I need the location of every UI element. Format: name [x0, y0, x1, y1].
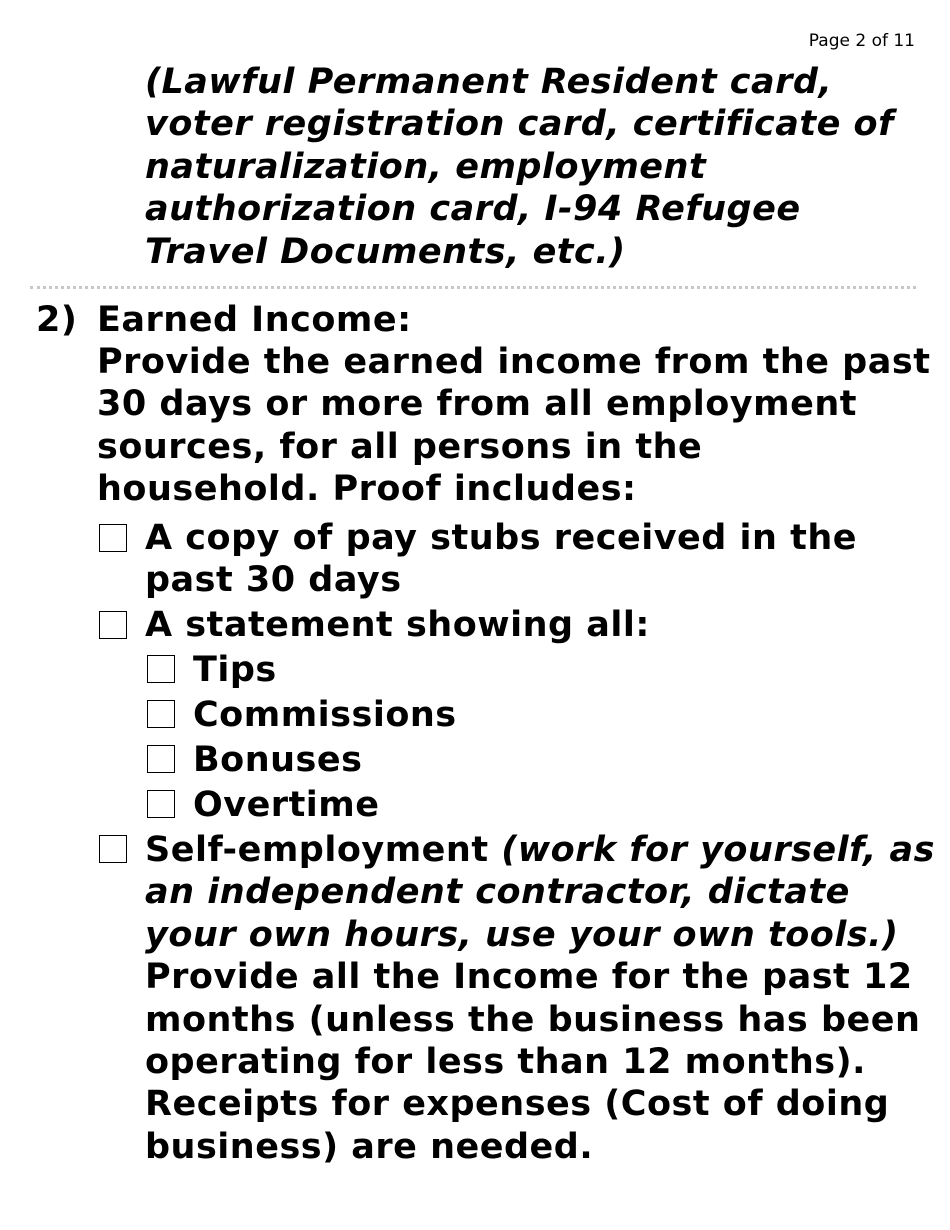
- pay-stubs-checkbox[interactable]: [99, 524, 127, 552]
- tips-label: Tips: [193, 650, 277, 690]
- self-employment-explanation: (work for yourself, as an independent contractor, dictate your own hours, use your own tools.): [145, 830, 935, 955]
- page-number: Page 2 of 11: [808, 31, 915, 51]
- self-employment-text: [145, 829, 935, 1168]
- bonuses-checkbox[interactable]: [147, 745, 175, 773]
- overtime-label: Overtime: [193, 785, 380, 825]
- section-heading: Earned Income:: [97, 300, 412, 340]
- section-number: 2): [36, 300, 78, 340]
- section-divider: [30, 286, 916, 289]
- commissions-label: Commissions: [193, 695, 457, 735]
- bonuses-label: Bonuses: [193, 740, 363, 780]
- overtime-checkbox[interactable]: [147, 790, 175, 818]
- tips-checkbox[interactable]: [147, 655, 175, 683]
- statement-label: A statement showing all:: [145, 605, 650, 645]
- section-instructions: Provide the earned income from the past 30 days or more from all employment sources, for all persons in the household. Proof includes:: [97, 342, 931, 510]
- pay-stubs-label: A copy of pay stubs received in the past 30 days: [145, 518, 857, 601]
- commissions-checkbox[interactable]: [147, 700, 175, 728]
- self-employment-label: Self-employment: [145, 830, 489, 870]
- self-employment-checkbox[interactable]: [99, 835, 127, 863]
- document-types-list: (Lawful Permanent Resident card, voter registration card, certificate of naturalization, employment authorization card, I-94 Refugee Travel Documents, etc.): [145, 62, 894, 272]
- statement-checkbox[interactable]: [99, 611, 127, 639]
- self-employment-detail: Provide all the Income for the past 12 months (unless the business has been operating for less than 12 months). Receipts for expenses (Cost of doing business) are needed.: [145, 957, 921, 1167]
